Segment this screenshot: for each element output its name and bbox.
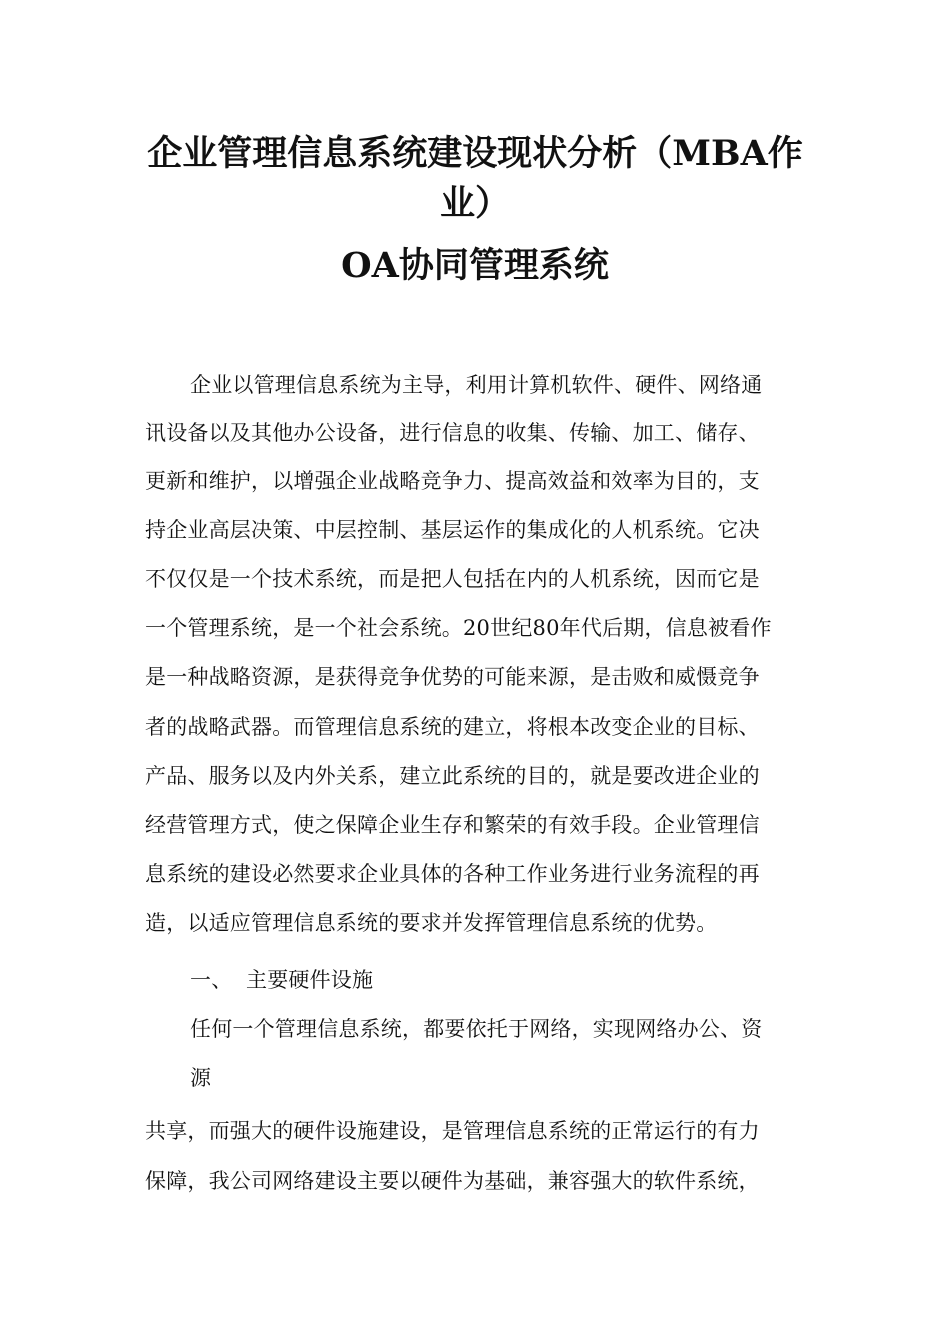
document-title-line-1: 企业管理信息系统建设现状分析（MBA作: [147, 133, 803, 174]
intro-line: 一个管理系统，是一个社会系统。20世纪80年代后期，信息被看作: [145, 616, 772, 640]
intro-line: 持企业高层决策、中层控制、基层运作的集成化的人机系统。它决: [145, 518, 760, 542]
intro-line: 者的战略武器。而管理信息系统的建立，将根本改变企业的目标、: [145, 715, 760, 739]
intro-line: 不仅仅是一个技术系统，而是把人包括在内的人机系统，因而它是: [145, 567, 760, 591]
section-line: 源: [190, 1066, 212, 1090]
section-number: 一、: [190, 968, 233, 992]
intro-line: 息系统的建设必然要求企业具体的各种工作业务进行业务流程的再: [145, 862, 760, 886]
section-line: 任何一个管理信息系统，都要依托于网络，实现网络办公、资: [190, 1017, 763, 1041]
intro-line: 是一种战略资源，是获得竞争优势的可能来源，是击败和威慑竞争: [145, 665, 760, 689]
intro-line: 企业以管理信息系统为主导，利用计算机软件、硬件、网络通: [190, 373, 763, 397]
section-heading: [190, 965, 855, 995]
document-subtitle: OA协同管理系统: [341, 245, 609, 286]
intro-line: 讯设备以及其他办公设备，进行信息的收集、传输、加工、储存、: [145, 421, 760, 445]
intro-line: 产品、服务以及内外关系，建立此系统的目的，就是要改进企业的: [145, 764, 760, 788]
section-line: 共享，而强大的硬件设施建设，是管理信息系统的正常运行的有力: [145, 1119, 760, 1143]
intro-line: 经营管理方式，使之保障企业生存和繁荣的有效手段。企业管理信: [145, 813, 760, 837]
document-title-line-2: 业）: [439, 183, 510, 224]
intro-line: 造，以适应管理信息系统的要求并发挥管理信息系统的优势。: [145, 911, 718, 935]
intro-line: 更新和维护，以增强企业战略竞争力、提高效益和效率为目的，支: [145, 469, 760, 493]
section-line: 保障，我公司网络建设主要以硬件为基础，兼容强大的软件系统，: [145, 1169, 760, 1193]
section-heading-text: 主要硬件设施: [246, 968, 374, 992]
